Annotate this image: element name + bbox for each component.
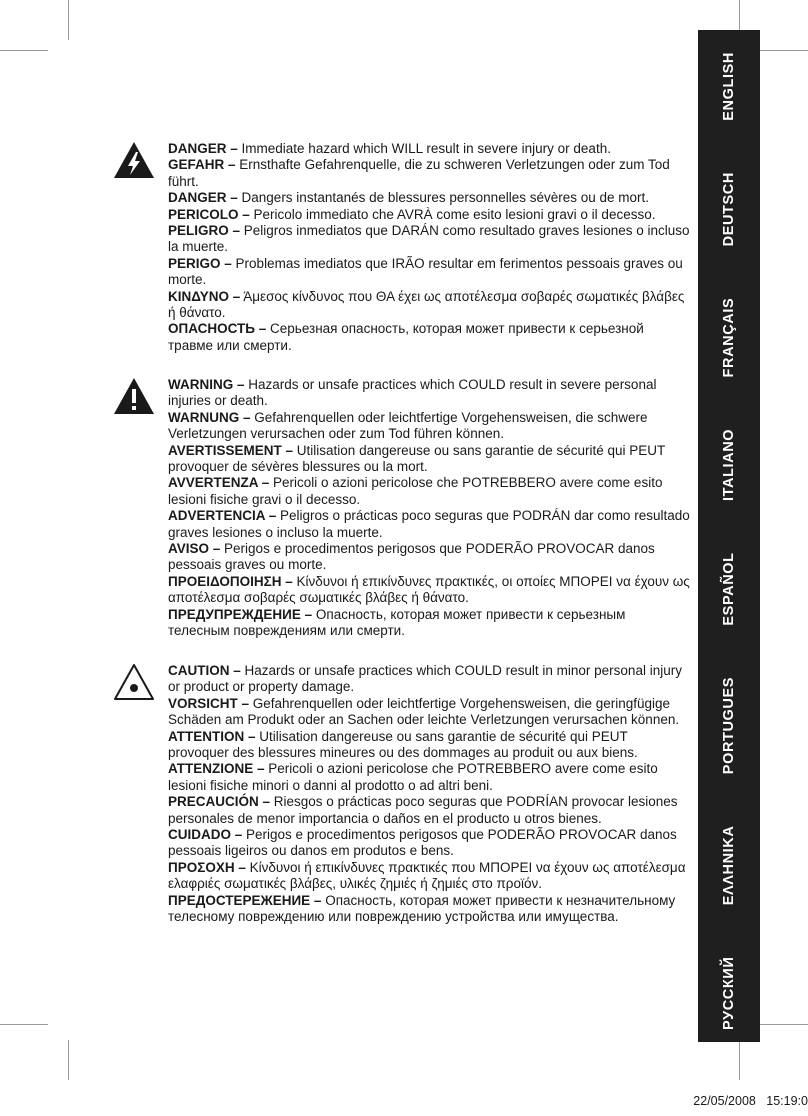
warning-item: AVISO – Perigos e procedimentos perigosos que PODERÃO PROVOCAR danos pessoais graves ou morte. bbox=[168, 541, 655, 573]
danger-item: PERIGO – Problemas imediatos que IRÃO resultar em ferimentos pessoais graves ou morte. bbox=[168, 255, 683, 288]
exclamation-warning-icon bbox=[113, 377, 155, 415]
crop-mark bbox=[760, 50, 808, 51]
lang-tab-portuguese[interactable]: PORTUGUES bbox=[721, 676, 737, 775]
lang-tab-italian[interactable]: ITALIANO bbox=[721, 428, 737, 502]
language-list bbox=[698, 30, 760, 1042]
warning-item: WARNUNG – Gefahrenquellen oder leichtfertige Vorgehensweisen, die schwere Verletzungen verursachen oder zum Tod führen können. bbox=[168, 409, 648, 442]
warning-item: AVVERTENZA – Pericoli o azioni pericolose che POTREBBERO avere come esito lesioni fisiche gravi o il decesso. bbox=[168, 475, 663, 507]
danger-text-block bbox=[168, 141, 690, 354]
warning-item: ΠΡΟΕΙΔΟΠΟΙΗΣΗ – Κίνδυνοι ή επικίνδυνες πρακτικές, οι οποίες ΜΠΟΡΕΙ να έχουν ως αποτέλεσμα σοβαρές σωματικές βλάβες ή θάνατο. bbox=[168, 573, 690, 606]
warning-item: ПРЕДУПРЕЖДЕНИЕ – Опасность, которая может привести к серьезным телесным повреждениям или смерти. bbox=[168, 606, 626, 639]
lightning-warning-icon bbox=[113, 141, 155, 179]
danger-item: ΚΙΝΔΥΝΟ – Άμεσος κίνδυνος που ΘΑ έχει ως αποτέλεσμα σοβαρές σωματικές βλάβες ή θάνατο. bbox=[168, 288, 685, 321]
danger-item: PERICOLO – Pericolo immediato che AVRÀ come esito lesioni gravi o il decesso. bbox=[168, 206, 656, 222]
warning-text-block bbox=[168, 377, 690, 640]
danger-item: GEFAHR – Ernsthafte Gefahrenquelle, die zu schweren Verletzungen oder zum Tod führt. bbox=[168, 157, 670, 189]
lang-tab-russian[interactable]: РУССКИЙ bbox=[721, 956, 737, 1030]
crop-mark bbox=[739, 1040, 740, 1080]
caution-item: PRECAUCIÓN – Riesgos o prácticas poco seguras que PODRÍAN provocar lesiones personales de menor importancia o daños en el producto u otros bienes. bbox=[168, 794, 678, 826]
caution-text-block bbox=[168, 663, 690, 926]
danger-item: ОПАСНОСТЬ – Серьезная опасность, которая может привести к серьезной травме или смерти. bbox=[168, 321, 644, 353]
caution-item: CAUTION – Hazards or unsafe practices which COULD result in minor personal injury or product or property damage. bbox=[168, 663, 682, 695]
crop-mark bbox=[0, 50, 48, 51]
caution-item: ПРЕДОСТЕРЕЖЕНИЕ – Опасность, которая может привести к незначительному телесному повреждению или повреждению устройства или имущества. bbox=[168, 892, 676, 925]
lang-tab-german[interactable]: DEUTSCH bbox=[721, 172, 737, 247]
caution-item: CUIDADO – Perigos e procedimentos perigosos que PODERÃO PROVOCAR danos pessoais ligeiros ou danos em produtos e bens. bbox=[168, 827, 677, 859]
crop-mark bbox=[68, 0, 69, 40]
lang-tab-greek[interactable]: ΕΛΛΗΝΙΚΑ bbox=[721, 825, 737, 906]
danger-item: PELIGRO – Peligros inmediatos que DARÁN como resultado graves lesiones o incluso la muerte. bbox=[168, 223, 690, 255]
lang-tab-french[interactable]: FRANÇAIS bbox=[721, 297, 737, 378]
crop-mark bbox=[68, 1040, 69, 1080]
lang-tab-english[interactable]: ENGLISH bbox=[721, 52, 737, 121]
caution-item: ΠΡΟΣΟΧΗ – Κίνδυνοι ή επικίνδυνες πρακτικές που ΜΠΟΡΕΙ να έχουν ως αποτέλεσμα ελαφριές σωματικές βλάβες, υλικές ζημιές ή ζημιές στο προϊόν. bbox=[168, 859, 686, 892]
print-time: 15:19:0 bbox=[766, 1094, 808, 1108]
print-date: 22/05/2008 bbox=[693, 1094, 756, 1108]
crop-mark bbox=[760, 1024, 808, 1025]
danger-item: DANGER – Dangers instantanés de blessures personnelles sévères ou de mort. bbox=[168, 190, 650, 206]
language-sidebar bbox=[698, 30, 760, 1042]
warning-item: ADVERTENCIA – Peligros o prácticas poco seguras que PODRÁN dar como resultado graves lesiones o incluso la muerte. bbox=[168, 508, 690, 540]
danger-item: DANGER – Immediate hazard which WILL result in severe injury or death. bbox=[168, 141, 611, 156]
caution-item: ATTENZIONE – Pericoli o azioni pericolose che POTREBBERO avere come esito lesioni fisiche minori o danni al prodotto o ad altri beni. bbox=[168, 761, 658, 793]
caution-warning-icon bbox=[113, 663, 155, 701]
lang-tab-spanish[interactable]: ESPAÑOL bbox=[721, 552, 737, 626]
warning-item: AVERTISSEMENT – Utilisation dangereuse ou sans garantie de sécurité qui PEUT provoquer de sévères blessures ou la mort. bbox=[168, 442, 666, 475]
caution-item: ATTENTION – Utilisation dangereuse ou sans garantie de sécurité qui PEUT provoquer des blessures mineures ou des dommages au produit ou aux biens. bbox=[168, 728, 638, 761]
caution-item: VORSICHT – Gefahrenquellen oder leichtfertige Vorgehensweisen, die geringfügige Schäden am Produkt oder an Sachen oder leichte Verletzungen verursachen können. bbox=[168, 695, 680, 728]
warning-item: WARNING – Hazards or unsafe practices which COULD result in severe personal injuries or death. bbox=[168, 377, 657, 409]
print-timestamp bbox=[693, 1094, 808, 1108]
crop-mark bbox=[0, 1024, 48, 1025]
